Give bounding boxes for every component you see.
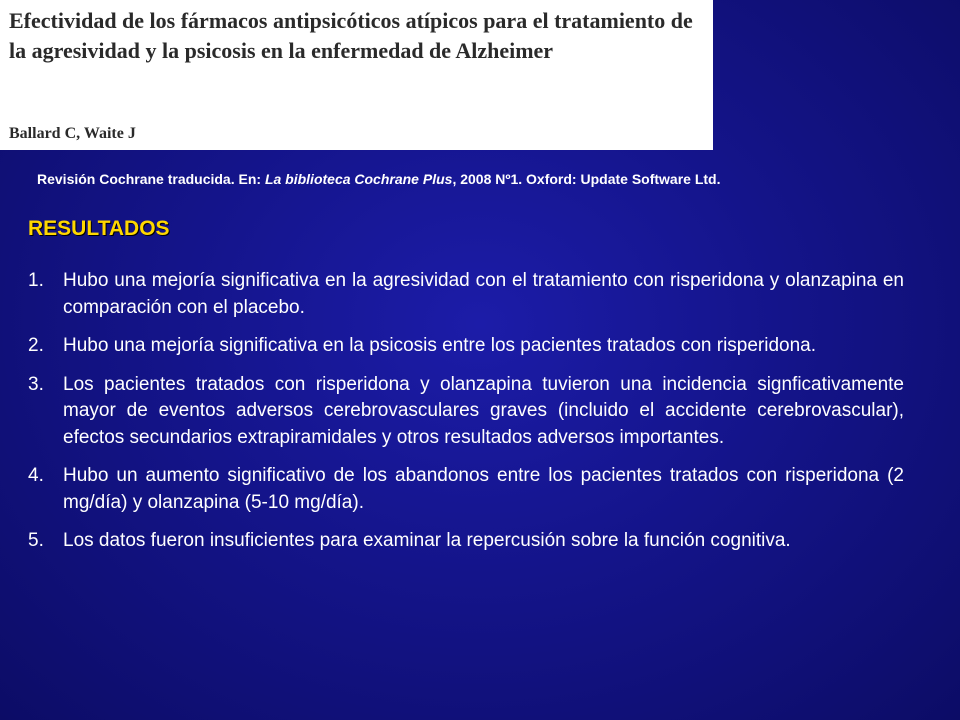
result-number: 5. — [28, 530, 44, 551]
citation-suffix: , 2008 Nº1. Oxford: Update Software Ltd. — [452, 171, 721, 187]
result-number: 4. — [28, 465, 44, 486]
citation-source: La biblioteca Cochrane Plus — [264, 171, 453, 187]
result-text: Los pacientes tratados con risperidona y olanzapina tuvieron una incidencia signficativamente mayor de eventos adversos cerebrovasculares graves (incluido el accidente cerebrovascular), efectos secundarios extrapiramidales y otros resultados adversos importantes. — [63, 373, 904, 448]
result-number: 3. — [28, 373, 44, 395]
result-item — [28, 372, 904, 452]
result-item — [28, 528, 904, 555]
result-number: 1. — [28, 270, 44, 291]
result-item — [28, 268, 904, 321]
result-text: Hubo una mejoría significativa en la agresividad con el tratamiento con risperidona y olanzapina en comparación con el placebo. — [63, 270, 904, 318]
result-number: 2. — [28, 335, 44, 356]
citation — [37, 171, 721, 187]
results-list — [28, 268, 904, 567]
result-text: Los datos fueron insuficientes para examinar la repercusión sobre la función cognitiva. — [63, 530, 791, 551]
results-heading: RESULTADOS — [28, 217, 170, 240]
article-authors: Ballard C, Waite J — [9, 125, 136, 142]
result-item — [28, 463, 904, 516]
result-item — [28, 333, 904, 360]
article-title: Efectividad de los fármacos antipsicóticos atípicos para el tratamiento de la agresividad y la psicosis en la enfermedad de Alzheimer — [9, 8, 693, 63]
article-title-box — [0, 0, 713, 150]
citation-prefix: Revisión Cochrane traducida. En: — [37, 171, 265, 187]
result-text: Hubo un aumento significativo de los abandonos entre los pacientes tratados con risperidona (2 mg/día) y olanzapina (5-10 mg/día). — [63, 465, 904, 513]
result-text: Hubo una mejoría significativa en la psicosis entre los pacientes tratados con risperidona. — [63, 335, 817, 356]
